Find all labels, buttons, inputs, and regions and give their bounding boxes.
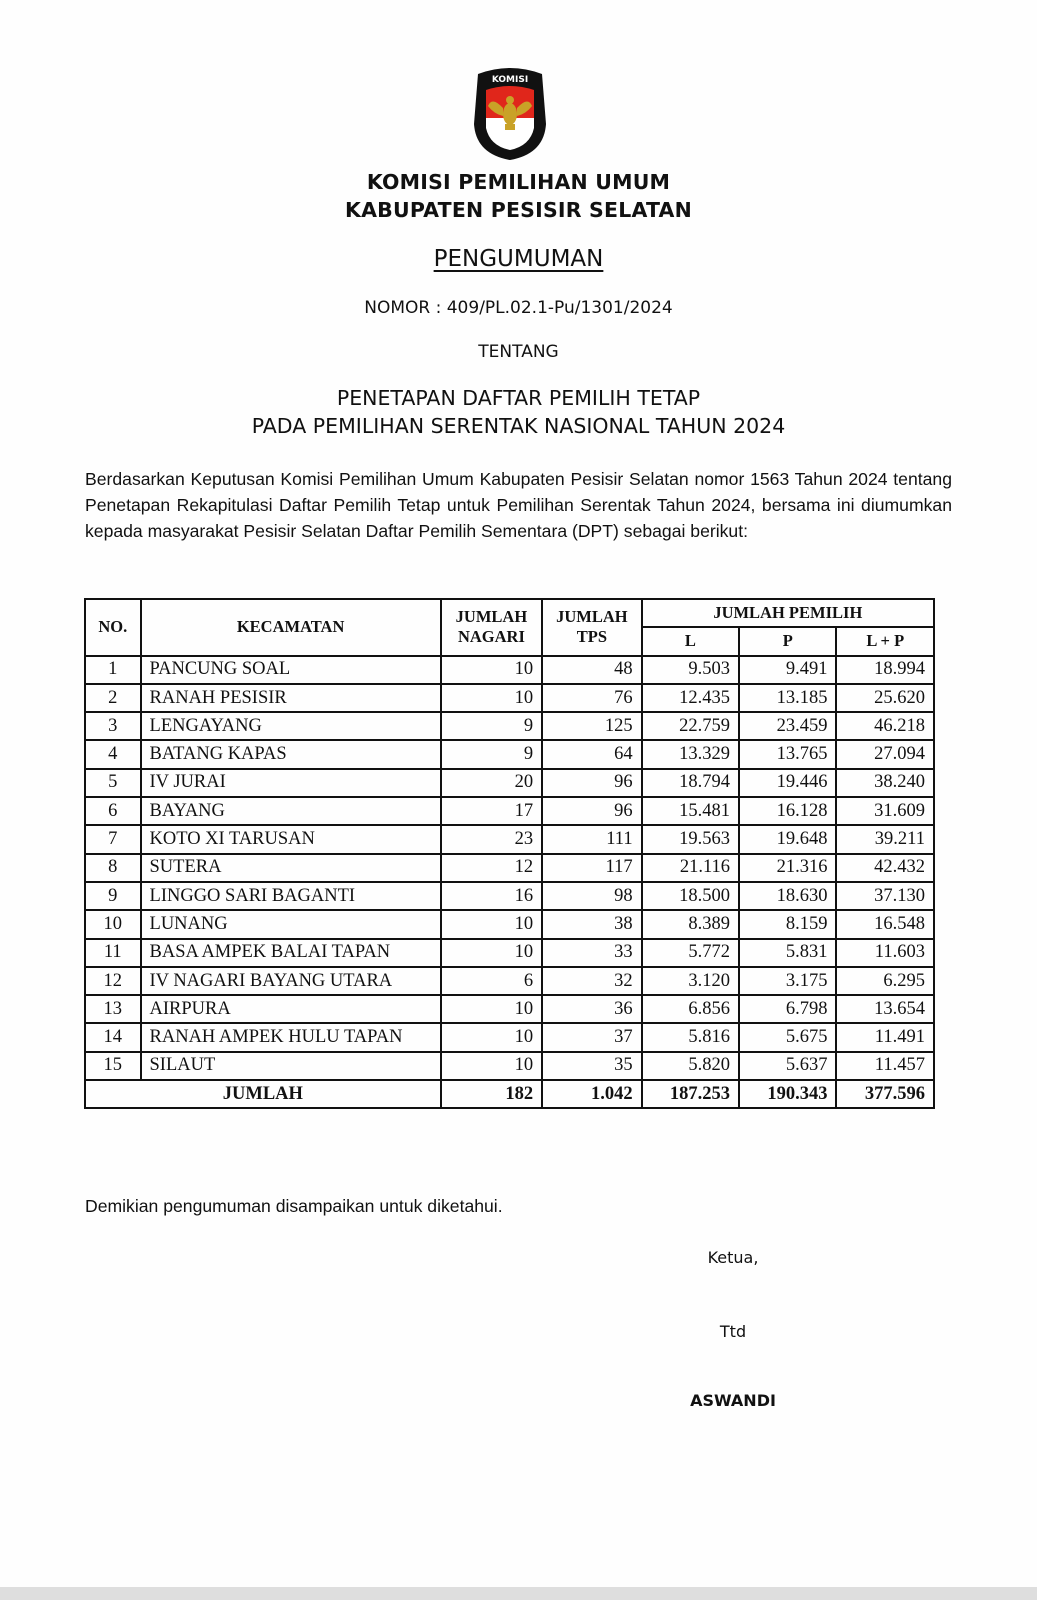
cell-l: 21.116: [642, 854, 739, 882]
cell-p: 19.648: [739, 825, 836, 853]
table-row: [85, 939, 934, 967]
cell-tps: 117: [542, 854, 641, 882]
header-no: NO.: [85, 599, 141, 656]
signature-name: ASWANDI: [690, 1391, 776, 1410]
table-row: [85, 684, 934, 712]
cell-tps: 125: [542, 712, 641, 740]
cell-lp: 13.654: [836, 995, 934, 1023]
cell-lp: 42.432: [836, 854, 934, 882]
cell-p: 6.798: [739, 995, 836, 1023]
cell-nagari: 17: [441, 797, 542, 825]
table-row: [85, 825, 934, 853]
cell-lp: 11.491: [836, 1023, 934, 1051]
org-name-line1: KOMISI PEMILIHAN UMUM: [366, 170, 671, 194]
cell-lp: 27.094: [836, 740, 934, 768]
cell-tps: 76: [542, 684, 641, 712]
cell-no: 8: [85, 854, 141, 882]
cell-p: 3.175: [739, 967, 836, 995]
table-row: [85, 882, 934, 910]
cell-p: 5.637: [739, 1052, 836, 1080]
org-name-line2: KABUPATEN PESISIR SELATAN: [345, 198, 692, 222]
cell-p: 5.675: [739, 1023, 836, 1051]
table-row: [85, 910, 934, 938]
cell-p: 19.446: [739, 769, 836, 797]
cell-lp: 6.295: [836, 967, 934, 995]
cell-no: 10: [85, 910, 141, 938]
cell-l: 6.856: [642, 995, 739, 1023]
header-l: L: [642, 627, 739, 655]
cell-no: 3: [85, 712, 141, 740]
cell-no: 11: [85, 939, 141, 967]
header-tps: JUMLAH TPS: [542, 599, 641, 656]
cell-lp: 16.548: [836, 910, 934, 938]
table-row: [85, 995, 934, 1023]
cell-lp: 25.620: [836, 684, 934, 712]
table-row: [85, 1023, 934, 1051]
cell-l: 12.435: [642, 684, 739, 712]
cell-nagari: 23: [441, 825, 542, 853]
cell-lp: 11.457: [836, 1052, 934, 1080]
cell-l: 13.329: [642, 740, 739, 768]
cell-tps: 98: [542, 882, 641, 910]
cell-p: 18.630: [739, 882, 836, 910]
cell-tps: 38: [542, 910, 641, 938]
cell-lp: 39.211: [836, 825, 934, 853]
signature-role: Ketua,: [707, 1248, 759, 1267]
cell-nagari: 12: [441, 854, 542, 882]
total-l: 187.253: [642, 1080, 739, 1108]
cell-p: 5.831: [739, 939, 836, 967]
cell-tps: 36: [542, 995, 641, 1023]
cell-p: 13.765: [739, 740, 836, 768]
cell-kecamatan: PANCUNG SOAL: [141, 656, 441, 684]
cell-kecamatan: BATANG KAPAS: [141, 740, 441, 768]
page-title: PENGUMUMAN: [433, 246, 604, 272]
cell-p: 23.459: [739, 712, 836, 740]
cell-lp: 46.218: [836, 712, 934, 740]
cell-kecamatan: LINGGO SARI BAGANTI: [141, 882, 441, 910]
cell-nagari: 10: [441, 995, 542, 1023]
cell-kecamatan: LENGAYANG: [141, 712, 441, 740]
table-row: [85, 967, 934, 995]
cell-l: 22.759: [642, 712, 739, 740]
cell-tps: 96: [542, 769, 641, 797]
subject-line2: PADA PEMILIHAN SERENTAK NASIONAL TAHUN 2024: [251, 414, 786, 438]
cell-lp: 38.240: [836, 769, 934, 797]
cell-nagari: 10: [441, 656, 542, 684]
subject-line1: PENETAPAN DAFTAR PEMILIH TETAP: [336, 386, 701, 410]
cell-l: 3.120: [642, 967, 739, 995]
cell-no: 4: [85, 740, 141, 768]
cell-lp: 31.609: [836, 797, 934, 825]
cell-l: 8.389: [642, 910, 739, 938]
cell-tps: 32: [542, 967, 641, 995]
cell-kecamatan: SUTERA: [141, 854, 441, 882]
cell-l: 9.503: [642, 656, 739, 684]
table-row: [85, 712, 934, 740]
tentang-label: TENTANG: [478, 342, 559, 362]
cell-p: 8.159: [739, 910, 836, 938]
total-p: 190.343: [739, 1080, 836, 1108]
cell-p: 9.491: [739, 656, 836, 684]
intro-paragraph: Berdasarkan Keputusan Komisi Pemilihan Umum Kabupaten Pesisir Selatan nomor 1563 Tahun 2024 tentang Penetapan Rekapitulasi Daftar Pemilih Tetap untuk Pemilihan Serentak Tahun 2024, bersama ini diumumkan kepada masyarakat Pesisir Selatan Daftar Pemilih Sementara (DPT) sebagai berikut:: [85, 469, 952, 542]
cell-no: 2: [85, 684, 141, 712]
cell-kecamatan: RANAH PESISIR: [141, 684, 441, 712]
bottom-bar: [0, 1587, 1037, 1600]
dpt-table: [84, 598, 935, 1109]
cell-no: 5: [85, 769, 141, 797]
cell-l: 18.794: [642, 769, 739, 797]
kpu-emblem-icon: [470, 66, 550, 162]
header-nagari: JUMLAH NAGARI: [441, 599, 542, 656]
cell-no: 12: [85, 967, 141, 995]
table-row: [85, 797, 934, 825]
table-row: [85, 1052, 934, 1080]
cell-tps: 48: [542, 656, 641, 684]
total-label: JUMLAH: [85, 1080, 441, 1108]
cell-tps: 37: [542, 1023, 641, 1051]
cell-kecamatan: BASA AMPEK BALAI TAPAN: [141, 939, 441, 967]
cell-kecamatan: LUNANG: [141, 910, 441, 938]
cell-no: 7: [85, 825, 141, 853]
cell-no: 13: [85, 995, 141, 1023]
cell-no: 15: [85, 1052, 141, 1080]
cell-p: 21.316: [739, 854, 836, 882]
cell-p: 13.185: [739, 684, 836, 712]
cell-tps: 111: [542, 825, 641, 853]
table-row: [85, 656, 934, 684]
cell-kecamatan: BAYANG: [141, 797, 441, 825]
total-tps: 1.042: [542, 1080, 641, 1108]
header-lp: L + P: [836, 627, 934, 655]
cell-nagari: 10: [441, 684, 542, 712]
table-row: [85, 854, 934, 882]
cell-no: 14: [85, 1023, 141, 1051]
cell-tps: 64: [542, 740, 641, 768]
total-row: [85, 1080, 934, 1108]
header-kecamatan: KECAMATAN: [141, 599, 441, 656]
cell-l: 5.820: [642, 1052, 739, 1080]
cell-nagari: 10: [441, 939, 542, 967]
cell-nagari: 10: [441, 910, 542, 938]
cell-nagari: 6: [441, 967, 542, 995]
cell-nagari: 10: [441, 1052, 542, 1080]
cell-lp: 18.994: [836, 656, 934, 684]
table-row: [85, 769, 934, 797]
cell-no: 1: [85, 656, 141, 684]
svg-text:KOMISI: KOMISI: [491, 75, 529, 85]
cell-kecamatan: IV NAGARI BAYANG UTARA: [141, 967, 441, 995]
cell-kecamatan: KOTO XI TARUSAN: [141, 825, 441, 853]
cell-lp: 37.130: [836, 882, 934, 910]
cell-kecamatan: AIRPURA: [141, 995, 441, 1023]
cell-no: 9: [85, 882, 141, 910]
cell-l: 5.816: [642, 1023, 739, 1051]
cell-nagari: 10: [441, 1023, 542, 1051]
cell-nagari: 20: [441, 769, 542, 797]
signature-ttd: Ttd: [719, 1322, 747, 1341]
cell-lp: 11.603: [836, 939, 934, 967]
cell-l: 19.563: [642, 825, 739, 853]
cell-l: 18.500: [642, 882, 739, 910]
document-number: NOMOR : 409/PL.02.1-Pu/1301/2024: [364, 298, 673, 318]
header-p: P: [739, 627, 836, 655]
table-row: [85, 740, 934, 768]
cell-nagari: 9: [441, 740, 542, 768]
cell-l: 5.772: [642, 939, 739, 967]
cell-tps: 33: [542, 939, 641, 967]
cell-no: 6: [85, 797, 141, 825]
cell-l: 15.481: [642, 797, 739, 825]
cell-p: 16.128: [739, 797, 836, 825]
cell-tps: 35: [542, 1052, 641, 1080]
cell-kecamatan: SILAUT: [141, 1052, 441, 1080]
total-lp: 377.596: [836, 1080, 934, 1108]
closing-text: Demikian pengumuman disampaikan untuk diketahui.: [85, 1196, 503, 1216]
cell-kecamatan: RANAH AMPEK HULU TAPAN: [141, 1023, 441, 1051]
header-pemilih: JUMLAH PEMILIH: [642, 599, 934, 627]
cell-tps: 96: [542, 797, 641, 825]
cell-kecamatan: IV JURAI: [141, 769, 441, 797]
cell-nagari: 16: [441, 882, 542, 910]
cell-nagari: 9: [441, 712, 542, 740]
total-nagari: 182: [441, 1080, 542, 1108]
